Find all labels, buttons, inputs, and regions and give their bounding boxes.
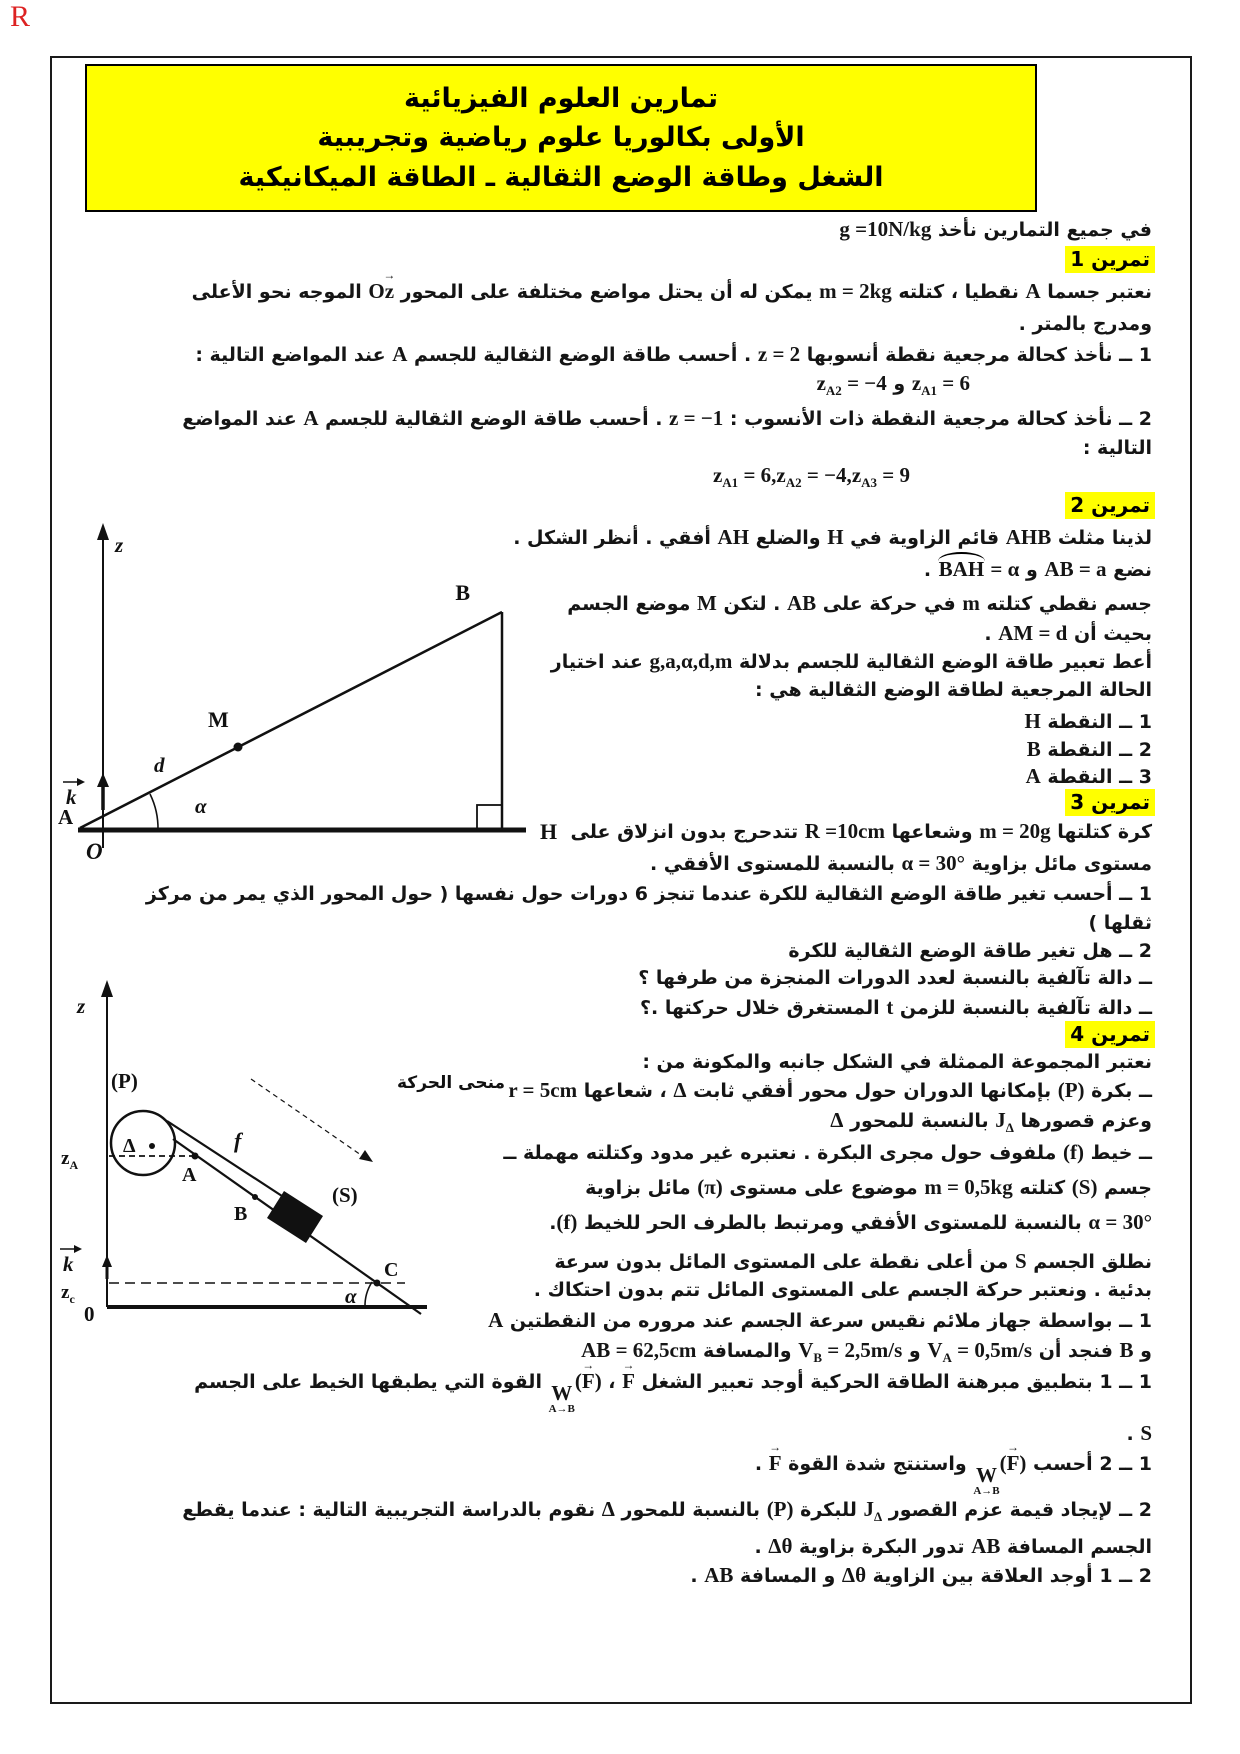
text-segment-m: AB [786,591,817,615]
text-line-26 [480,966,1152,991]
text-segment-m: (π) [697,1175,723,1199]
text-line-41 [755,1450,1152,1497]
text-segment-badge: تمرين 4 [1065,1021,1155,1048]
text-segment-a: نعتبر جسما [1040,281,1152,303]
text-segment-a: في حركة على [816,593,963,615]
text-segment-a: الجسم المسافة [1000,1536,1152,1558]
text-segment-a: جسم نقطي كتلته [979,593,1152,615]
label-P: (P) [111,1069,138,1093]
text-line-43 [754,1533,1152,1560]
text-segment-m: S [1014,1249,1027,1273]
label-k: k [63,1252,74,1276]
title-line-1: تمارين العلوم الفيزيائية [404,83,718,115]
angle-alpha-arc [150,794,158,830]
text-segment-a: . [754,1453,769,1475]
text-segment-a: فنجد أن [1032,1340,1120,1362]
text-segment-m: AH [717,525,750,549]
label-H: H [540,819,558,844]
label-z: z [77,994,86,1018]
text-segment-m: t [886,995,894,1019]
text-line-27 [480,994,1152,1021]
text-segment-m: (S) [1071,1175,1098,1199]
title-line-3: الشغل وطاقة الوضع الثقالية ـ الطاقة الميكانيكية [238,161,884,193]
text-line-20 [1065,789,1155,816]
text-segment-m: S [1140,1421,1152,1445]
text-line-8 [1083,436,1152,461]
text-line-21 [570,818,1152,845]
text-segment-a: تتدحرج بدون انزلاق على [570,821,805,843]
point-M-dot [234,743,243,752]
text-segment-msub: $J_\Delta$ [995,1108,1014,1135]
text-segment-a: 2 ــ هل تغير طاقة الوضع الثقالية للكرة [788,940,1152,962]
text-segment-m: (P) [766,1497,794,1521]
text-line-12 [924,556,1152,583]
figure-triangle-diagram [58,518,578,868]
text-segment-a: ومدرج بالمتر . [1018,313,1152,335]
text-segment-badge: تمرين 2 [1065,492,1155,519]
text-line-39 [90,1368,1152,1415]
label-f: f [234,1128,242,1153]
text-segment-a: . [690,1565,705,1587]
k-vector-arrow-icon [97,773,109,787]
text-segment-m: (f) [1063,1140,1084,1164]
text-segment-m: AM = d [998,621,1068,645]
text-segment-a: ثقلها ) [1088,912,1152,934]
text-segment-a: بإمكانها الدوران حول محور أفقي ثابت [686,1080,1058,1102]
label-alpha: α [195,794,207,818]
label-motion-direction: منحى الحركة [397,1073,506,1093]
text-segment-m: Δθ [841,1563,867,1587]
text-segment-a: 1 ــ أحسب تغير طاقة الوضع الثقالية للكرة عندما تنجز 6 دورات حول نفسها ( حول المحور الذي يمر من مركز [145,883,1152,905]
text-line-1 [839,216,1152,243]
text-segment-a: كتلته [1012,1177,1072,1199]
text-segment-a: ــ دالة تآلفية بالنسبة لعدد الدورات المنجزة من طرفها ؟ [638,967,1152,989]
text-segment-a: بالنسبة للمحور [843,1110,996,1132]
text-segment-a: و [902,1340,928,1362]
text-segment-vec: → F [622,1369,635,1393]
text-segment-msub: $z_{A3} = 9$ [851,463,910,490]
text-line-33 [480,1174,1152,1201]
text-segment-a: بالنسبة للمستوى الأفقي . [649,853,902,875]
text-line-30 [480,1077,1152,1104]
text-segment-a: ــ دالة تآلفية بالنسبة للزمن [893,997,1152,1019]
k-overarrow-head-icon [74,1245,82,1253]
label-origin: 0 [84,1302,95,1326]
text-segment-m: m = 20g [979,819,1051,843]
text-segment-a: أعط تعبير طاقة الوضع الثقالية للجسم بدلالة [732,651,1152,673]
text-segment-a: أفقي . أنظر الشكل . [513,527,718,549]
point-B-dot [252,1194,258,1200]
text-line-5 [195,341,1152,368]
text-segment-badge: تمرين 3 [1065,789,1155,816]
text-segment-m: A [303,406,319,430]
text-segment-a: عند اختيار [550,651,650,673]
text-segment-m: A [392,342,408,366]
text-segment-a: . [923,559,938,581]
text-segment-a: 2 ــ لإيجاد قيمة عزم القصور [882,1499,1152,1521]
text-line-42 [90,1496,1152,1523]
text-line-37 [480,1307,1152,1334]
text-segment-m: (f) [556,1210,578,1234]
text-segment-a: تدور البكرة بزاوية [792,1536,972,1558]
text-segment-m: H [1024,709,1041,733]
text-segment-m: AB = 62,5cm [581,1338,697,1362]
text-segment-a: 1 ــ 1 بتطبيق مبرهنة الطاقة الحركية أوجد تعبير الشغل [634,1371,1152,1393]
text-segment-a: نضع [1106,559,1152,581]
z-axis-arrow-icon [101,980,113,997]
text-segment-a: 1 ــ بواسطة جهاز ملائم نقيس سرعة الجسم عند مروره من النقطتين [503,1310,1152,1332]
label-zA: $z_A$ [61,1148,79,1172]
text-segment-a: . [549,1212,557,1234]
text-segment-a: القوة التي يطبقها الخيط على الجسم [194,1371,549,1393]
text-line-19 [1026,763,1152,790]
text-segment-a: كرة كتلتها [1050,821,1152,843]
text-segment-a: لذينا مثلث [1051,527,1152,549]
text-line-24 [1088,911,1152,936]
text-segment-m: (P) [1057,1078,1085,1102]
text-line-10 [1065,492,1155,519]
text-segment-a: الحالة المرجعية لطاقة الوضع الثقالية هي : [755,679,1152,701]
text-line-18 [1027,736,1152,763]
label-k: k [66,785,77,809]
text-segment-a: عند المواضع التالية : [195,344,393,366]
label-B: B [234,1203,248,1225]
text-segment-a: و [886,373,912,395]
label-C: C [384,1259,399,1281]
text-line-29 [480,1050,1152,1075]
text-segment-a: وعزم قصورها [1013,1110,1152,1132]
text-segment-a: والمسافة [696,1340,799,1362]
text-segment-a: ــ بكرة [1084,1080,1152,1102]
text-segment-msub: $z_{A2} = -4$ [816,371,887,398]
text-segment-a: والضلع [749,527,828,549]
text-segment-a: 3 ــ النقطة [1040,766,1152,788]
text-segment-a: ، شعاعها [577,1080,674,1102]
text-segment-a: . أحسب طاقة الوضع الثقالية للجسم [407,344,758,366]
text-segment-m: Δθ [768,1534,793,1558]
text-segment-a: مائل بزاوية [585,1177,698,1199]
text-segment-a: بحيث أن [1067,623,1152,645]
hypotenuse-AB [80,612,502,828]
text-segment-m: g,a,α,d,m [649,649,733,673]
text-segment-a: موضع الجسم [567,593,698,615]
text-line-32 [480,1139,1152,1166]
text-segment-m: AHB [1005,525,1052,549]
text-segment-m: α = 30° [1088,1210,1152,1234]
text-segment-a: قائم الزاوية في [843,527,1006,549]
text-segment-wsub: W A→B (→ F) [973,1451,1026,1475]
k-vector-arrow-icon [102,1255,112,1267]
title-line-2: الأولى بكالوريا علوم رياضية وتجريبية [317,122,805,154]
text-segment-m: Δ [830,1108,844,1132]
text-segment-a: ، [601,1371,623,1393]
text-segment-a: 2 ــ النقطة [1040,739,1152,761]
label-O: O [86,839,103,864]
text-segment-m: B [1119,1338,1134,1362]
label-alpha: α [345,1284,357,1308]
label-B: B [455,580,470,605]
text-segment-m: A [488,1308,504,1332]
label-A: A [58,805,74,829]
text-line-31 [480,1107,1152,1134]
text-segment-vec: → F [769,1451,782,1475]
text-segment-a: . [1126,1423,1141,1445]
block-S [267,1191,323,1243]
text-segment-m: M [697,591,717,615]
text-segment-m: AB [704,1563,734,1587]
text-segment-m: r = 5cm [508,1078,578,1102]
label-M: M [208,707,229,732]
z-axis-arrow-icon [97,523,109,540]
text-segment-a: في جميع التمارين نأخذ [931,219,1152,241]
text-line-9 [713,462,910,489]
text-line-16 [755,678,1152,703]
text-segment-m: m = 0,5kg [924,1175,1013,1199]
corner-red-mark: R [10,0,31,33]
text-segment-a: التالية : [1082,437,1152,459]
text-line-38 [480,1337,1152,1364]
text-segment-msub: $J_\Delta$ [863,1497,883,1524]
label-z: z [115,533,124,557]
motion-arrow-head-icon [359,1150,373,1162]
text-segment-m: AB = a [1044,557,1107,581]
text-segment-m: z = 2 [757,342,801,366]
text-segment-msub: $V_A = 0,5m/s$ [927,1338,1033,1365]
text-line-6 [817,370,970,397]
text-segment-a: وشعاعها [884,821,980,843]
text-segment-wsub: W A→B (→ F) [549,1369,602,1393]
text-segment-a: بالنسبة للمحور [614,1499,767,1521]
text-segment-a: بالنسبة للمستوى الأفقي ومرتبط بالطرف الحر للخيط [577,1212,1089,1234]
text-line-4 [1019,312,1152,337]
text-segment-a: 2 ــ 1 أوجد العلاقة بين الزاوية [866,1565,1152,1587]
text-segment-m: H [827,525,844,549]
text-segment-vec: O→ z [368,279,394,303]
text-line-7 [182,405,1152,432]
text-segment-m: R =10cm [804,819,885,843]
text-line-23 [90,882,1152,907]
text-segment-m: Δ [601,1497,615,1521]
text-segment-a: . لتكن [716,593,787,615]
text-line-36 [480,1278,1152,1303]
text-segment-a: و [1019,559,1045,581]
text-segment-m: g =10N/kg [839,217,932,241]
text-line-35 [480,1248,1152,1275]
text-segment-msub: $z_{A1} = 6$, [712,463,777,490]
right-angle-mark [477,805,502,830]
text-segment-m: z = −1 [669,406,724,430]
text-segment-m: Δ [673,1078,687,1102]
text-line-17 [1024,708,1152,735]
text-segment-a: بدئية . ونعتبر حركة الجسم على المستوى المائل تتم بدون احتكاك . [533,1279,1152,1301]
text-segment-m: m [962,591,980,615]
text-line-34 [480,1209,1152,1236]
text-segment-a: من أعلى نقطة على المستوى المائل بدون سرعة [554,1251,1015,1273]
text-segment-a: 1 ــ 2 أحسب [1026,1453,1152,1475]
motion-arrow [251,1079,361,1155]
text-segment-m: B [1026,737,1041,761]
text-segment-a: . أحسب طاقة الوضع الثقالية للجسم [318,408,670,430]
text-segment-msub: $V_B = 2,5m/s$ [798,1338,903,1365]
pulley-circle [111,1111,175,1175]
text-segment-a: نعتبر المجموعة الممثلة في الشكل جانبه والمكونة من : [642,1051,1152,1073]
text-line-44 [690,1562,1152,1589]
label-A: A [182,1164,197,1186]
text-segment-a: المستغرق خلال حركتها .؟ [640,997,887,1019]
text-segment-badge: تمرين 1 [1065,246,1155,273]
text-segment-a: جسم [1097,1177,1152,1199]
text-segment-a: . [754,1536,769,1558]
label-delta: Δ [123,1135,136,1157]
text-line-40 [1126,1420,1152,1447]
text-segment-a: مستوى مائل بزاوية [965,853,1152,875]
text-segment-a: الموجه نحو الأعلى [191,281,369,303]
text-segment-msub: $z_{A1} = 6$ [911,371,970,398]
text-segment-m: A [1025,764,1041,788]
label-zc: $z_c$ [61,1282,75,1306]
text-segment-a: 2 ــ نأخذ كحالة مرجعية النقطة ذات الأنسوب : [723,408,1152,430]
text-segment-msub: $z_{A2} = -4$, [776,463,852,490]
label-d: d [154,753,165,777]
text-segment-a: 1 ــ نأخذ كحالة مرجعية نقطة أنسوبها [800,344,1152,366]
text-segment-m: A [1025,279,1041,303]
text-segment-hat: BAH = α [938,557,1020,581]
text-segment-a: 1 ــ النقطة [1040,711,1152,733]
text-line-14 [984,620,1152,647]
angle-alpha-arc [365,1282,372,1307]
text-segment-a: و المسافة [733,1565,842,1587]
text-segment-a: و [1133,1340,1152,1362]
text-segment-a: نقوم بالدراسة التجريبية التالية : عندما يقطع [182,1499,602,1521]
text-line-25 [788,939,1152,964]
axis-delta-dot [149,1143,155,1149]
text-segment-a: يمكن له أن يحتل مواضع مختلفة على المحور [394,281,820,303]
text-segment-a: نطلق الجسم [1026,1251,1152,1273]
text-line-22 [600,850,1152,877]
text-segment-a: . [984,623,999,645]
text-segment-a: عند المواضع [182,408,304,430]
text-segment-a: ــ خيط [1083,1142,1152,1164]
text-segment-a: ملفوف حول مجرى البكرة . نعتبره غير مدود وكتلته مهملة ــ [503,1142,1063,1164]
text-segment-a: موضوع على مستوى [722,1177,925,1199]
text-segment-m: α = 30° [901,851,966,875]
text-segment-m: AB [971,1534,1001,1558]
label-S: (S) [332,1183,358,1207]
text-line-28 [1065,1021,1155,1048]
text-segment-a: نقطيا ، كتلته [891,281,1026,303]
text-segment-m: m = 2kg [819,279,892,303]
k-overarrow-head-icon [77,778,85,786]
text-line-3 [192,278,1152,305]
text-segment-a: للبكرة [793,1499,864,1521]
text-segment-a: واستنتج شدة القوة [781,1453,974,1475]
text-line-2 [1065,246,1155,273]
figure-incline-pulley-diagram [55,975,506,1326]
